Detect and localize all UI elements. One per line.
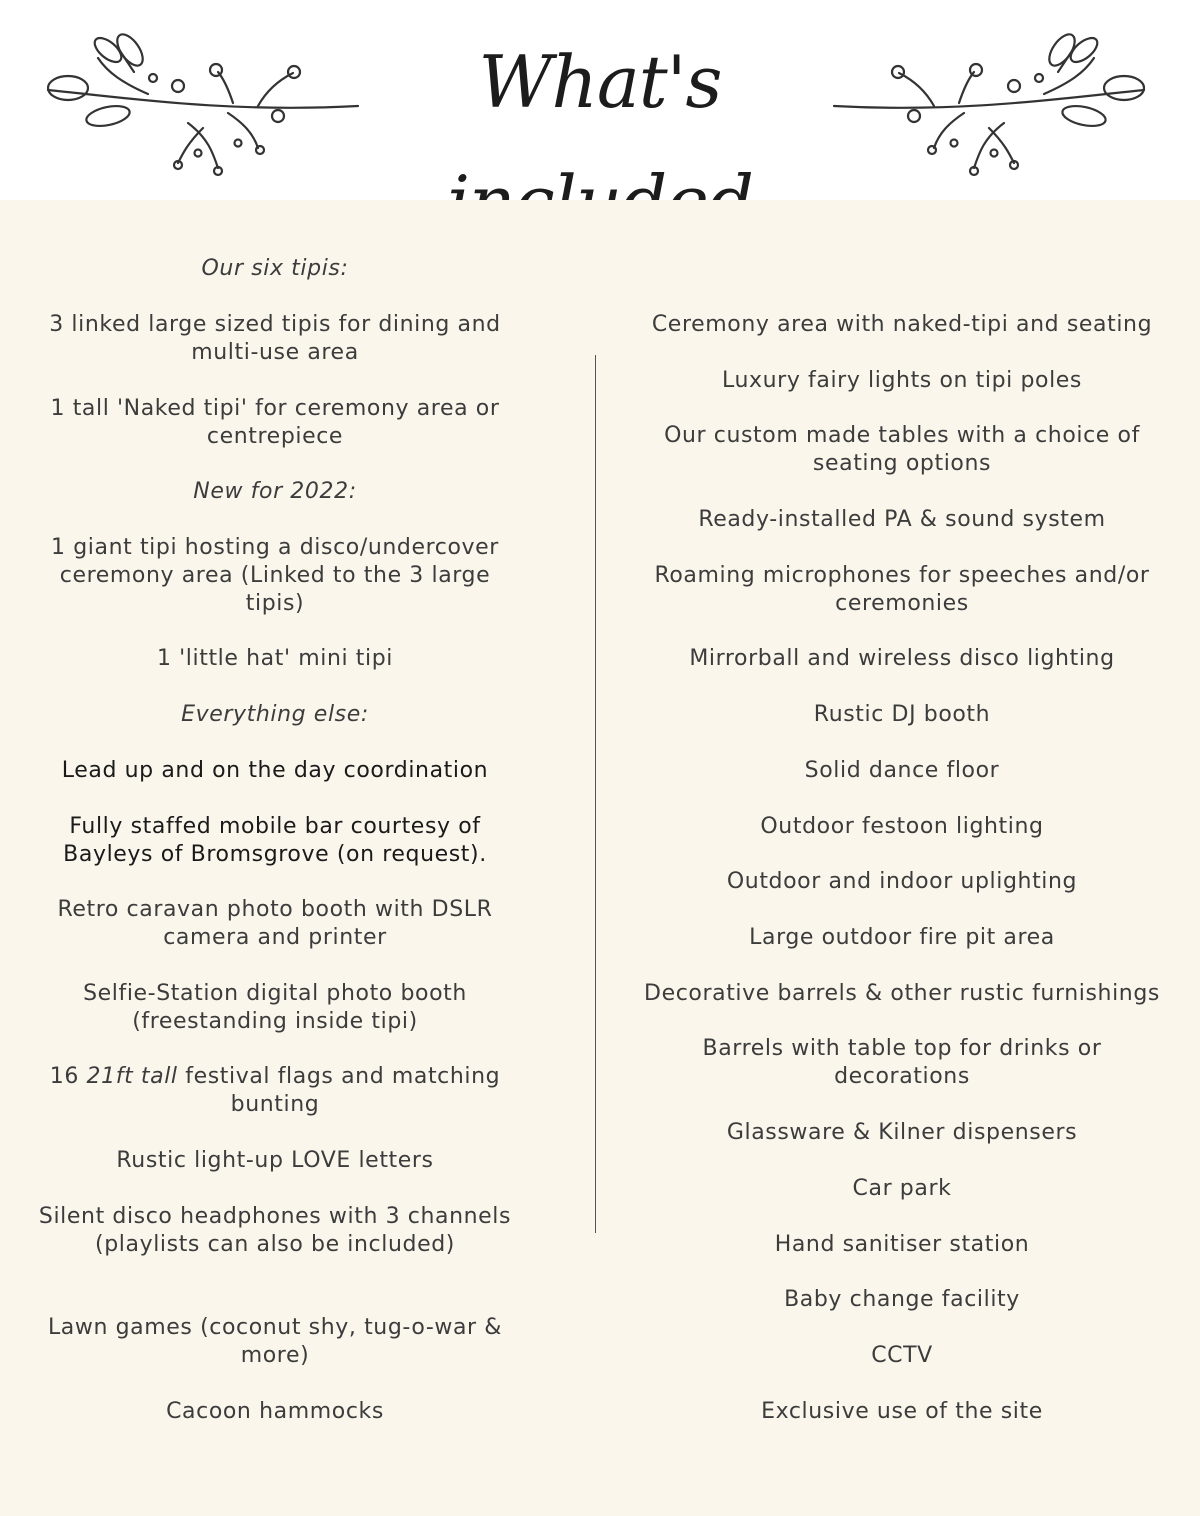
list-item: Selfie-Station digital photo booth (freestanding inside tipi) xyxy=(83,981,467,1034)
section-heading-new: New for 2022: xyxy=(193,479,357,504)
list-item: CCTV xyxy=(871,1343,933,1368)
list-item: Outdoor festoon lighting xyxy=(760,814,1044,839)
flags-suffix: festival flags and matching bunting xyxy=(177,1064,501,1117)
list-item: Silent disco headphones with 3 channels (playlists can also be included) xyxy=(38,1204,512,1257)
list-item: Retro caravan photo booth with DSLR camera and printer xyxy=(57,897,493,950)
list-item: Rustic DJ booth xyxy=(813,702,991,727)
list-item: Ready-installed PA & sound system xyxy=(698,507,1106,532)
list-item-flags xyxy=(30,1063,520,1119)
list-item: Barrels with table top for drinks or decorations xyxy=(702,1036,1102,1089)
list-item: Decorative barrels & other rustic furnishings xyxy=(644,981,1160,1006)
list-item: Hand sanitiser station xyxy=(774,1232,1030,1257)
floral-sprig-right-icon xyxy=(824,28,1154,178)
list-item: Luxury fairy lights on tipi poles xyxy=(722,368,1082,393)
list-item: Exclusive use of the site xyxy=(761,1399,1043,1424)
list-item: Roaming microphones for speeches and/or ceremonies xyxy=(654,563,1150,616)
floral-sprig-left-icon xyxy=(38,28,368,178)
flags-height: 21ft tall xyxy=(86,1064,178,1089)
page-title: What's xyxy=(478,40,722,124)
list-item: Solid dance floor xyxy=(804,758,1000,783)
list-item: Baby change facility xyxy=(784,1287,1020,1312)
list-item: 1 giant tipi hosting a disco/undercover ceremony area (Linked to the 3 large tipis) xyxy=(51,535,499,616)
list-item: Cacoon hammocks xyxy=(166,1399,384,1424)
list-item: Fully staffed mobile bar courtesy of Bayleys of Bromsgrove (on request). xyxy=(63,814,487,867)
list-item: Rustic light-up LOVE letters xyxy=(116,1148,434,1173)
list-item: 3 linked large sized tipis for dining and multi-use area xyxy=(49,312,501,365)
list-item: Lead up and on the day coordination xyxy=(61,758,489,783)
list-item: Car park xyxy=(852,1176,952,1201)
flags-prefix: 16 xyxy=(49,1064,87,1089)
list-item: Outdoor and indoor uplighting xyxy=(726,869,1078,894)
list-item: Lawn games (coconut shy, tug-o-war & more) xyxy=(47,1315,503,1368)
list-item: Our custom made tables with a choice of seating options xyxy=(664,423,1140,476)
list-item: 1 tall 'Naked tipi' for ceremony area or centrepiece xyxy=(50,396,500,449)
list-item: Glassware & Kilner dispensers xyxy=(726,1120,1078,1145)
list-item: Ceremony area with naked-tipi and seating xyxy=(651,312,1153,337)
header xyxy=(0,0,1200,200)
list-item: Large outdoor fire pit area xyxy=(749,925,1055,950)
list-item: 1 'little hat' mini tipi xyxy=(156,646,394,671)
list-item: Mirrorball and wireless disco lighting xyxy=(689,646,1115,671)
column-divider xyxy=(595,355,596,1233)
section-heading-else: Everything else: xyxy=(181,702,369,727)
section-heading-tipis: Our six tipis: xyxy=(201,256,349,281)
